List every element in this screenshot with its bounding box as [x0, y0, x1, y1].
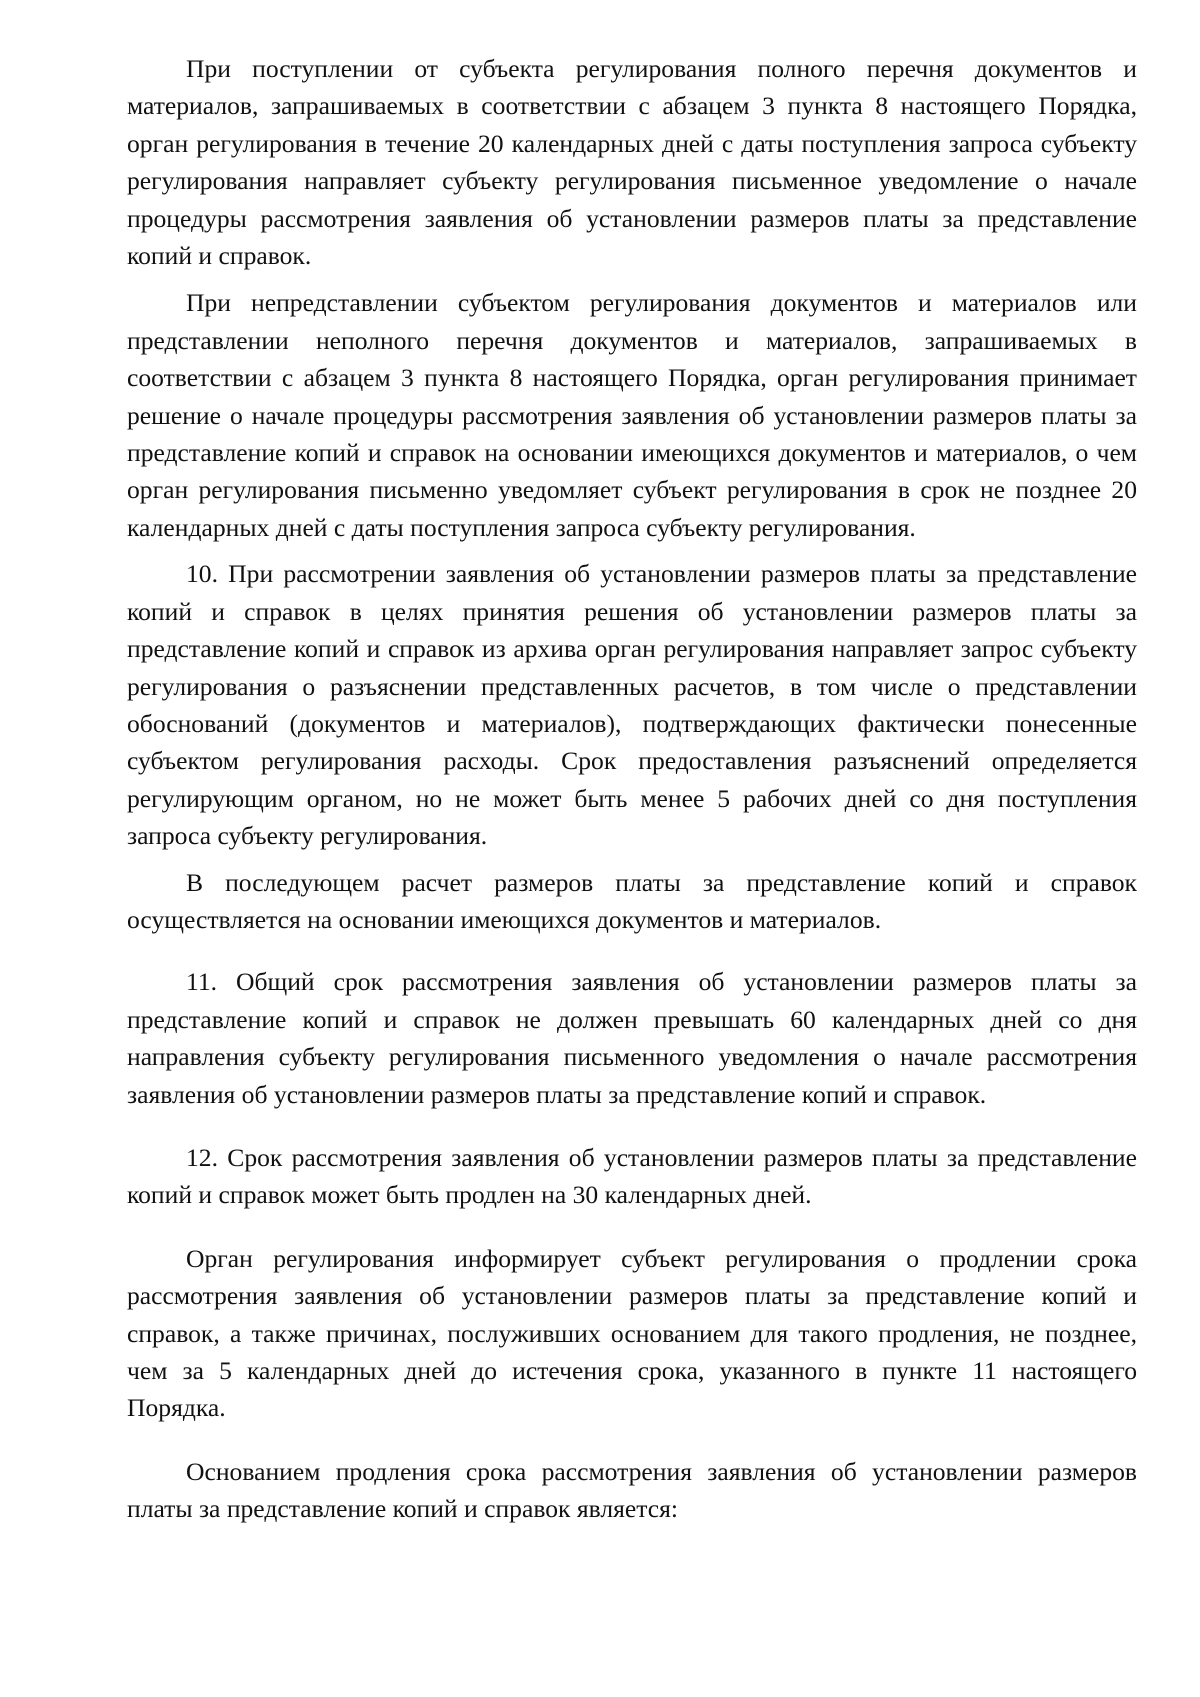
paragraph-item-12-extension: 12. Срок рассмотрения заявления об установлении размеров платы за представление копий и справок может быть продлен на 30 календарных дней.	[127, 1142, 1137, 1210]
paragraph-item-11-total-review-period: 11. Общий срок рассмотрения заявления об установлении размеров платы за представление копий и справок не должен превышать 60 календарных дней со дня направления субъекту регулирования письменного уведомления о начале рассмотрения заявления об установлении размеров платы за представление копий и справок.	[127, 967, 1137, 1109]
paragraph-subsequent-calculation: В последующем расчет размеров платы за представление копий и справок осуществляется на основании имеющихся документов и материалов.	[127, 867, 1137, 934]
paragraph-incomplete-documents-decision: При непредставлении субъектом регулирования документов и материалов или представлении неполного перечня документов и материалов, запрашиваемых в соответствии с абзацем 3 пункта 8 настоящего Порядка, орган регулирования принимает решение о начале процедуры рассмотрения заявления об установлении размеров платы за представление копий и справок на основании имеющихся документов и материалов, о чем орган регулирования письменно уведомляет субъект регулирования в срок не позднее 20 календарных дней с даты поступления запроса субъекту регулирования.	[127, 288, 1137, 542]
paragraph-extension-notification: Орган регулирования информирует субъект регулирования о продлении срока рассмотрения заявления об установлении размеров платы за представление копий и справок, а также причинах, послуживших основанием для такого продления, не позднее, чем за 5 календарных дней до истечения срока, указанного в пункте 11 настоящего Порядка.	[127, 1243, 1137, 1423]
document-page	[127, 50, 1137, 1528]
paragraph-item-10-clarification-request: 10. При рассмотрении заявления об установлении размеров платы за представление копий и справок в целях принятия решения об установлении размеров платы за представление копий и справок из архива орган регулирования направляет запрос субъекту регулирования о разъяснении представленных расчетов, в том числе о представлении обоснований (документов и материалов), подтверждающих фактически понесенные субъектом регулирования расходы. Срок предоставления разъяснений определяется регулирующим органом, но не может быть менее 5 рабочих дней со дня поступления запроса субъекту регулирования.	[127, 559, 1137, 851]
paragraph-notification-of-procedure-start: При поступлении от субъекта регулирования полного перечня документов и материалов, запрашиваемых в соответствии с абзацем 3 пункта 8 настоящего Порядка, орган регулирования в течение 20 календарных дней с даты поступления запроса субъекту регулирования направляет субъекту регулирования письменное уведомление о начале процедуры рассмотрения заявления об установлении размеров платы за представление копий и справок.	[127, 54, 1137, 271]
paragraph-extension-grounds: Основанием продления срока рассмотрения заявления об установлении размеров платы за представление копий и справок является:	[127, 1456, 1137, 1524]
